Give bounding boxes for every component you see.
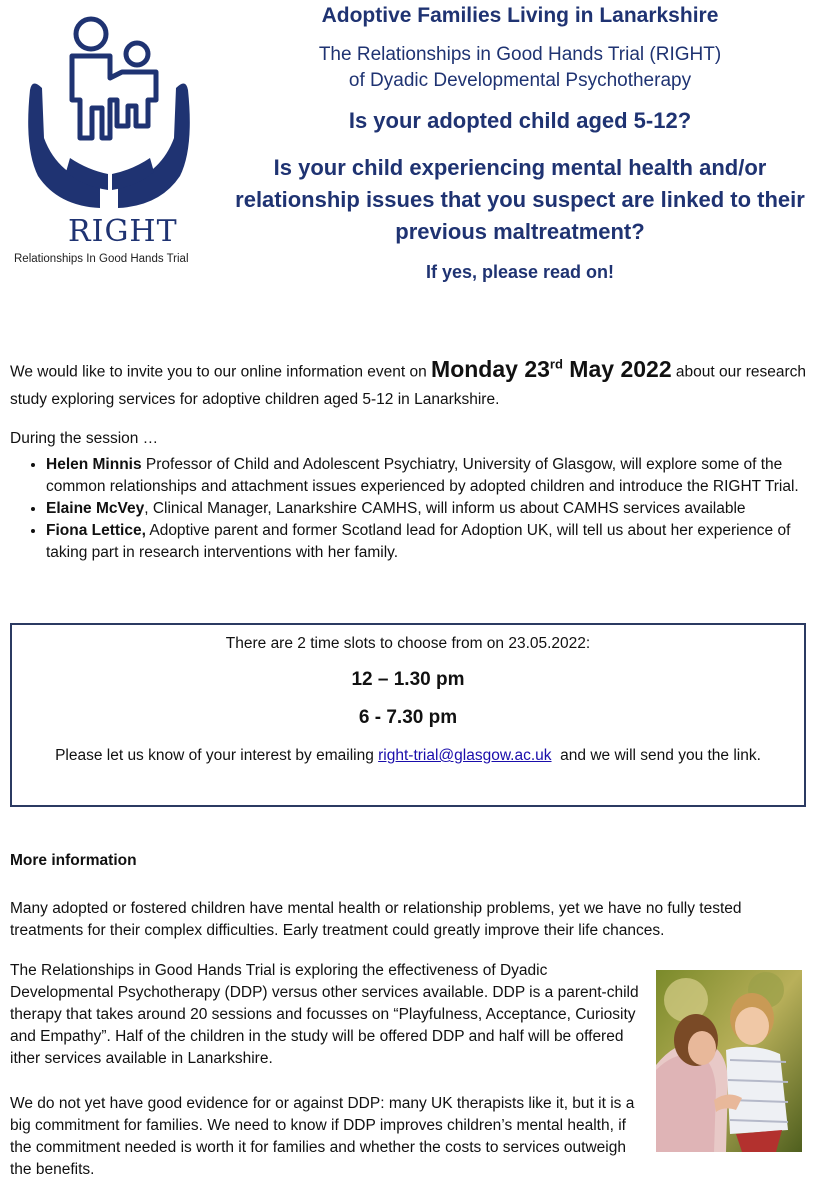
session-intro: During the session …	[10, 430, 159, 447]
event-date-suffix: rd	[549, 356, 563, 371]
invite-after: about our research study exploring services for adoptive children aged 5-12 in Lanarkshire.	[10, 363, 807, 408]
more-information-heading: More information	[10, 852, 137, 869]
contact-line	[12, 747, 804, 765]
contact-before: Please let us know of your interest by emailing	[55, 747, 379, 764]
question-age: Is your adopted child aged 5-12?	[348, 108, 692, 133]
speaker-item	[46, 498, 810, 520]
slots-intro: There are 2 time slots to choose from on 23.05.2022:	[225, 635, 591, 652]
invite-paragraph	[10, 350, 810, 413]
read-on-cta: If yes, please read on!	[425, 262, 615, 282]
trial-line-2: of Dyadic Developmental Psychotherapy	[348, 70, 692, 91]
hands-family-logo-icon	[10, 8, 210, 218]
page-title: Adoptive Families Living in Lanarkshire	[321, 4, 719, 27]
time-slots-box	[10, 623, 806, 807]
paragraph-trial-description: The Relationships in Good Hands Trial is exploring the effectiveness of Dyadic Developmental Psychotherapy (DDP) versus other services available. DDP is a parent-child therapy that takes around 20 sessions and focusses on “Playfulness, Acceptance, Curiosity and Empathy”. Half of the children in the study will be offered DDP and half will be offered ither services available in Lanarkshire.	[10, 962, 639, 1067]
invite-before: We would like to invite you to our online information event on	[10, 363, 432, 381]
event-date-month-year: May 2022	[562, 355, 672, 382]
contact-after: and we will send you the link.	[551, 747, 761, 764]
time-slot-2: 6 - 7.30 pm	[358, 707, 458, 728]
paragraph-background: Many adopted or fostered children have mental health or relationship problems, yet we have no fully tested treatments for their complex difficulties. Early treatment could greatly improve their life chances.	[10, 900, 742, 939]
email-link[interactable]: right-trial@glasgow.ac.uk	[378, 747, 552, 764]
speaker-item	[46, 520, 810, 564]
speaker-name: Elaine McVey	[46, 500, 145, 517]
logo-tagline: Relationships In Good Hands Trial	[14, 253, 189, 265]
speaker-item	[46, 454, 810, 498]
header	[228, 2, 812, 283]
time-slot-1: 12 – 1.30 pm	[351, 669, 465, 690]
speaker-description: , Clinical Manager, Lanarkshire CAMHS, will inform us about CAMHS services available	[144, 500, 746, 517]
question-issues: Is your child experiencing mental health and/or relationship issues that you suspect are linked to their previous maltreatment?	[235, 155, 805, 244]
event-date-day: Monday 23	[431, 355, 550, 382]
event-date	[431, 356, 672, 382]
speaker-description: Professor of Child and Adolescent Psychiatry, University of Glasgow, will explore some of the common relationships and attachment issues experienced by adopted children and introduce the RIGHT Trial.	[46, 456, 799, 495]
right-logo	[10, 8, 210, 263]
trial-line-1: The Relationships in Good Hands Trial (RIGHT)	[318, 44, 722, 65]
speaker-list	[10, 454, 810, 564]
parent-child-photo-image	[656, 970, 802, 1152]
speaker-description: Adoptive parent and former Scotland lead for Adoption UK, will tell us about her experience of taking part in research interventions with her family.	[46, 522, 791, 561]
speaker-name: Helen Minnis	[46, 456, 142, 473]
speaker-name: Fiona Lettice,	[46, 522, 146, 539]
session-section	[10, 428, 810, 564]
logo-wordmark: RIGHT	[68, 214, 178, 249]
parent-child-photo	[656, 970, 802, 1152]
trial-name	[228, 42, 812, 94]
paragraph-evidence: We do not yet have good evidence for or against DDP: many UK therapists like it, but it is a big commitment for families. We need to know if DDP improves children’s mental health, if the commitment needed is worth it for families and whether the costs to services outweigh the benefits.	[10, 1095, 635, 1178]
